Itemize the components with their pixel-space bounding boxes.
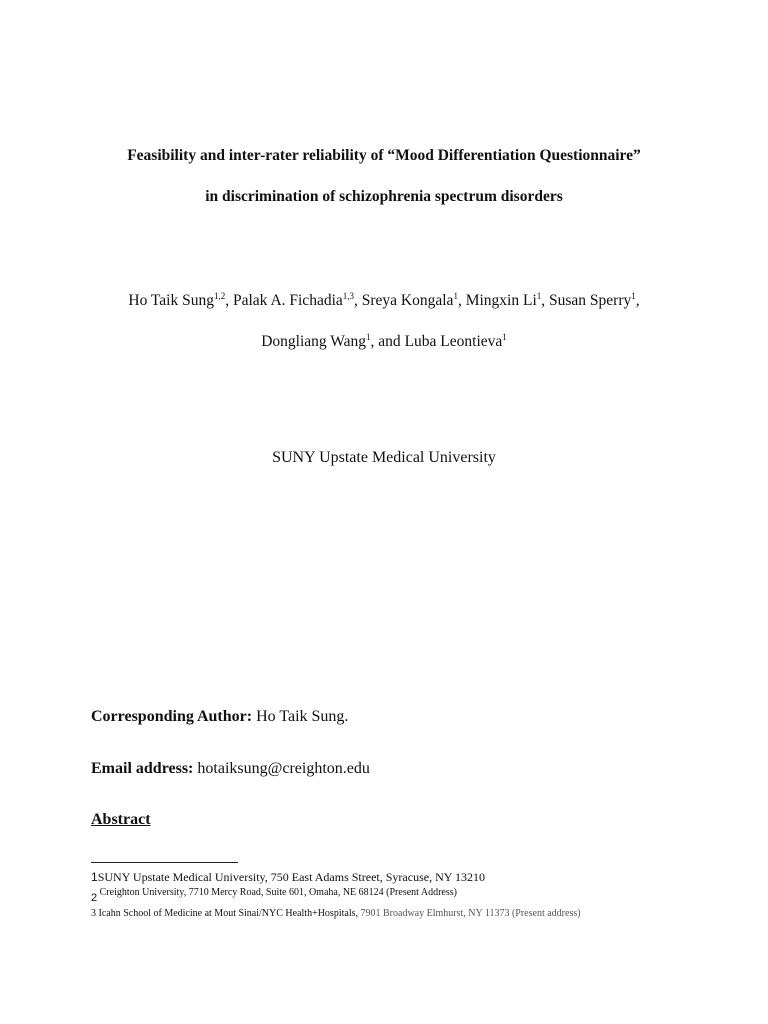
author-separator: ,	[541, 292, 549, 309]
author-affil-sup: 1,2	[213, 290, 226, 301]
author-name: Dongliang Wang	[261, 333, 367, 350]
author-affil-sup: 1,3	[342, 290, 355, 301]
author-separator: , and	[370, 333, 405, 350]
author-name: Sreya Kongala	[361, 292, 454, 309]
title-line-2: in discrimination of schizophrenia spectrum disorders	[205, 188, 563, 205]
author-separator: ,	[225, 292, 233, 309]
author-name: Susan Sperry	[549, 292, 632, 309]
author-line-1	[0, 292, 768, 310]
footnote-divider	[91, 862, 238, 863]
corresponding-label: Corresponding Author:	[91, 708, 253, 725]
corresponding-author	[91, 708, 348, 726]
author-separator: ,	[457, 292, 466, 309]
title-line-1: Feasibility and inter-rater reliability of “Mood Differentiation Questionnaire”	[127, 147, 641, 164]
footnote-number: 1	[91, 870, 98, 884]
footnote-2	[91, 886, 457, 904]
email-value: hotaiksung@creighton.edu	[193, 760, 370, 777]
author-name: Luba Leontieva	[404, 333, 503, 350]
abstract-heading: Abstract	[91, 811, 151, 828]
author-name: Ho Taik Sung	[128, 292, 214, 309]
author-affil-sup: 1	[453, 290, 458, 301]
author-name: Mingxin Li	[465, 292, 537, 309]
footnote-text: SUNY Upstate Medical University, 750 East Adams Street, Syracuse, NY 13210	[97, 870, 485, 884]
email-address	[91, 760, 370, 778]
author-trailing-comma: ,	[635, 292, 640, 309]
author-line-2	[0, 333, 768, 351]
author-affil-sup: 1	[366, 331, 371, 342]
author-separator: ,	[354, 292, 362, 309]
footnote-number: 2	[91, 892, 98, 904]
footnote-1	[91, 870, 485, 885]
footnote-text: Icahn School of Medicine at Mout Sinai/NYC Health+Hospitals,	[98, 908, 358, 919]
author-affil-sup: 1	[631, 290, 636, 301]
email-label: Email address:	[91, 760, 194, 777]
affiliation: SUNY Upstate Medical University	[272, 449, 496, 466]
footnote-text-address: 7901 Broadway Elmhurst, NY 11373 (Present address)	[358, 908, 581, 919]
author-affil-sup: 1	[502, 331, 507, 342]
footnote-text: Creighton University, 7710 Mercy Road, Suite 601, Omaha, NE 68124 (Present Address)	[99, 887, 457, 898]
footnote-number: 3	[91, 908, 96, 919]
author-name: Palak A. Fichadia	[232, 292, 343, 309]
footnote-3	[91, 908, 581, 919]
author-affil-sup: 1	[536, 290, 542, 301]
corresponding-value: Ho Taik Sung.	[252, 708, 349, 725]
